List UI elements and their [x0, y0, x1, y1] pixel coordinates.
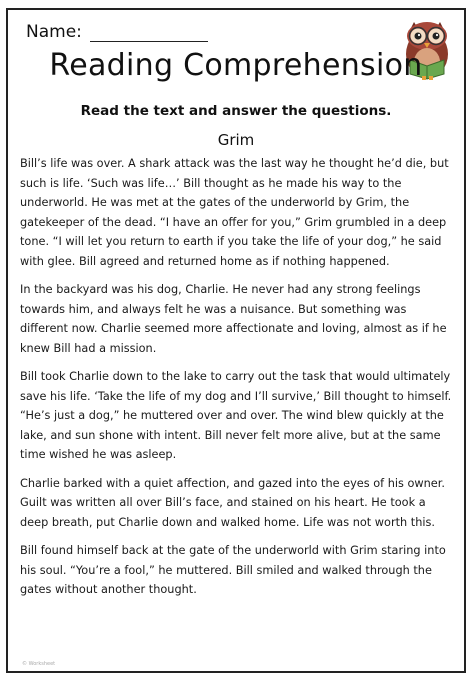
page-title: Reading Comprehension	[49, 48, 423, 83]
name-blank-line[interactable]	[90, 25, 208, 42]
story-paragraph: Bill took Charlie down to the lake to carry out the task that would ultimately save his life. ‘Take the life of my dog and I’ll survive,’ Bill thought to himself. “He’s just a dog,” he muttered over and over. The wind blew quickly at the lake, and sun shone with intent. Bill never felt more alive, but at the same time wished he was asleep.	[20, 370, 452, 461]
story-paragraph: Charlie barked with a quiet affection, and gazed into the eyes of his owner. Guilt was written all over Bill’s face, and stained on his heart. He took a deep breath, put Charlie down and walked home. Life was not worth this.	[20, 476, 445, 529]
name-field	[26, 22, 208, 42]
copyright-footer: © Worksheet	[22, 661, 56, 667]
story-title: Grim	[217, 131, 255, 149]
story-paragraph: In the backyard was his dog, Charlie. He never had any strong feelings towards him, and always felt he was a nuisance. But something was different now. Charlie seemed more affectionate and loving, almost as if he knew Bill had a mission.	[20, 283, 447, 355]
name-label: Name:	[26, 22, 82, 42]
worksheet-page	[6, 8, 466, 673]
story-paragraph: Bill’s life was over. A shark attack was the last way he thought he’d die, but such is life. ‘Such was life…’ Bill thought as he made his way to the underworld. He was met at the gates of the underworld by Grim, the gatekeeper of the dead. “I have an offer for you,” Grim grumbled in a deep tone. “I will let you return to earth if you take the life of your dog,” he said with glee. Bill agreed and returned home as if nothing happened.	[20, 157, 449, 268]
instructions-text: Read the text and answer the questions.	[80, 103, 392, 119]
story-body	[20, 154, 454, 609]
story-paragraph: Bill found himself back at the gate of the underworld with Grim staring into his soul. “You’re a fool,” he muttered. Bill smiled and walked through the gates without another thought.	[20, 544, 446, 596]
